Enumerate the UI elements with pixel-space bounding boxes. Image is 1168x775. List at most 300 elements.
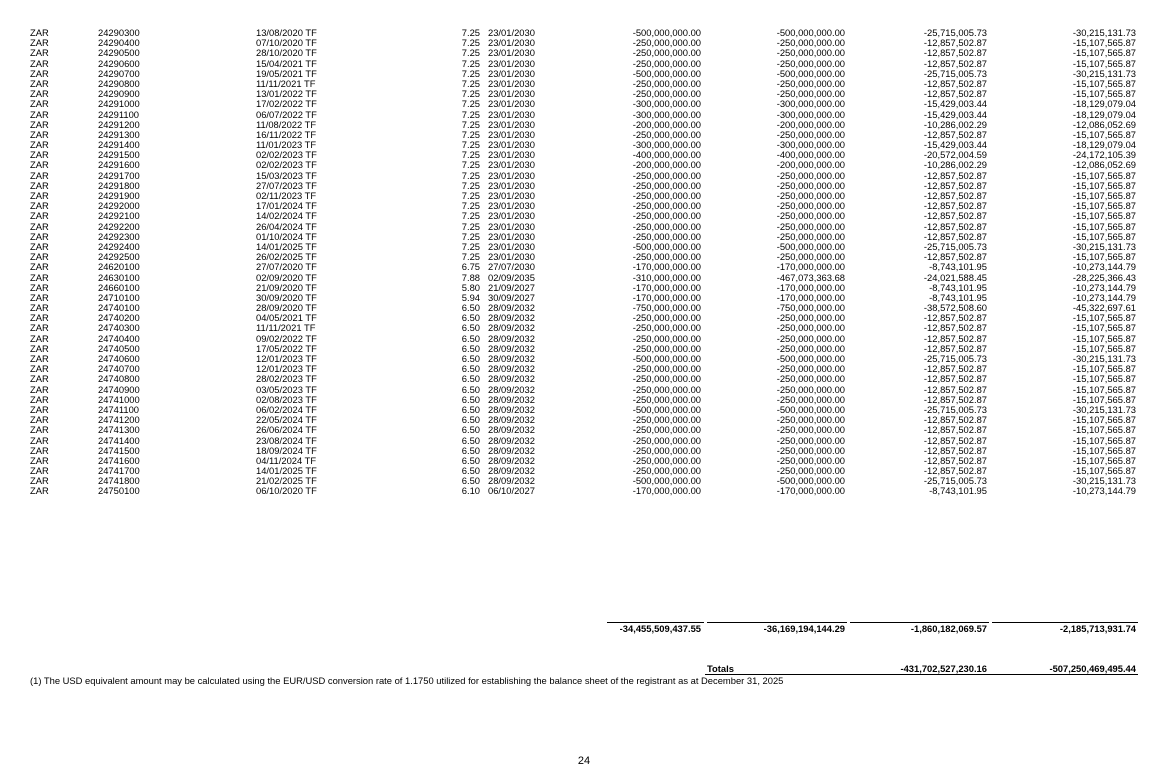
cell-currency: ZAR — [30, 444, 49, 456]
cell-rate: 6.50 — [461, 403, 480, 415]
cell-currency: ZAR — [30, 465, 49, 477]
cell-amount-col6: -170,000,000.00 — [776, 261, 845, 273]
cell-amount-col5: -250,000,000.00 — [632, 322, 701, 334]
cell-rate: 7.25 — [461, 230, 480, 242]
cell-amount-col7: -12,857,502.87 — [923, 383, 987, 395]
cell-currency: ZAR — [30, 108, 49, 120]
subtotal-col8: -2,185,713,931.74 — [1059, 623, 1136, 634]
cell-amount-col7: -12,857,502.87 — [923, 37, 987, 49]
cell-amount-col8: -15,107,565.87 — [1072, 383, 1136, 395]
cell-rate: 7.25 — [461, 200, 480, 212]
cell-maturity-date: 28/09/2032 — [488, 475, 535, 487]
cell-currency: ZAR — [30, 393, 49, 405]
cell-amount-col5: -250,000,000.00 — [632, 434, 701, 446]
cell-issue-date: 17/05/2022 TF — [256, 342, 317, 354]
cell-amount-col7: -12,857,502.87 — [923, 393, 987, 405]
cell-maturity-date: 28/09/2032 — [488, 403, 535, 415]
cell-amount-col6: -500,000,000.00 — [776, 67, 845, 79]
cell-amount-col8: -24,172,105.39 — [1072, 149, 1136, 161]
cell-rate: 6.50 — [461, 302, 480, 314]
cell-maturity-date: 28/09/2032 — [488, 312, 535, 324]
cell-rate: 6.50 — [461, 322, 480, 334]
cell-currency: ZAR — [30, 383, 49, 395]
cell-maturity-date: 28/09/2032 — [488, 383, 535, 395]
cell-reference: 24741500 — [98, 444, 140, 456]
table-row — [30, 262, 1140, 272]
cell-maturity-date: 23/01/2030 — [488, 37, 535, 49]
cell-amount-col8: -15,107,565.87 — [1072, 190, 1136, 201]
cell-rate: 7.25 — [461, 159, 480, 171]
cell-reference: 24290400 — [98, 37, 140, 49]
cell-amount-col7: -12,857,502.87 — [923, 169, 987, 181]
cell-amount-col5: -250,000,000.00 — [632, 47, 701, 59]
cell-amount-col5: -250,000,000.00 — [632, 312, 701, 324]
cell-issue-date: 12/01/2023 TF — [256, 353, 317, 364]
cell-currency: ZAR — [30, 403, 49, 415]
cell-amount-col8: -15,107,565.87 — [1072, 363, 1136, 375]
cell-amount-col8: -30,215,131.73 — [1072, 27, 1136, 38]
cell-issue-date: 02/09/2020 TF — [256, 271, 317, 283]
cell-amount-col6: -250,000,000.00 — [776, 312, 845, 324]
cell-rate: 7.25 — [461, 108, 480, 120]
cell-maturity-date: 23/01/2030 — [488, 128, 535, 140]
cell-amount-col5: -250,000,000.00 — [632, 383, 701, 395]
cell-maturity-date: 28/09/2032 — [488, 363, 535, 375]
cell-currency: ZAR — [30, 118, 49, 130]
cell-issue-date: 04/05/2021 TF — [256, 312, 317, 324]
cell-amount-col8: -15,107,565.87 — [1072, 88, 1136, 100]
cell-currency: ZAR — [30, 342, 49, 354]
cell-reference: 24292300 — [98, 230, 140, 242]
cell-currency: ZAR — [30, 210, 49, 222]
cell-amount-col5: -170,000,000.00 — [632, 291, 701, 303]
cell-rate: 7.25 — [461, 251, 480, 263]
cell-reference: 24740500 — [98, 342, 140, 354]
cell-rate: 7.25 — [461, 179, 480, 191]
cell-amount-col7: -12,857,502.87 — [923, 465, 987, 477]
cell-amount-col6: -250,000,000.00 — [776, 220, 845, 232]
cell-amount-col6: -200,000,000.00 — [776, 118, 845, 130]
cell-issue-date: 19/05/2021 TF — [256, 67, 317, 79]
cell-amount-col8: -15,107,565.87 — [1072, 220, 1136, 232]
cell-amount-col8: -15,107,565.87 — [1072, 424, 1136, 436]
cell-rate: 7.25 — [461, 77, 480, 89]
cell-maturity-date: 23/01/2030 — [488, 190, 535, 201]
cell-amount-col8: -15,107,565.87 — [1072, 251, 1136, 263]
cell-rate: 6.50 — [461, 454, 480, 466]
cell-issue-date: 26/06/2024 TF — [256, 424, 317, 436]
cell-amount-col5: -750,000,000.00 — [632, 302, 701, 314]
cell-rate: 6.50 — [461, 383, 480, 395]
cell-reference: 24740800 — [98, 373, 140, 385]
cell-issue-date: 28/10/2020 TF — [256, 47, 317, 59]
cell-rate: 7.25 — [461, 37, 480, 49]
cell-reference: 24740600 — [98, 353, 140, 364]
cell-rate: 6.50 — [461, 373, 480, 385]
cell-amount-col7: -12,857,502.87 — [923, 200, 987, 212]
cell-maturity-date: 28/09/2032 — [488, 332, 535, 344]
cell-reference: 24291800 — [98, 179, 140, 191]
cell-amount-col6: -500,000,000.00 — [776, 27, 845, 38]
cell-amount-col7: -12,857,502.87 — [923, 312, 987, 324]
cell-reference: 24290700 — [98, 67, 140, 79]
cell-amount-col7: -12,857,502.87 — [923, 88, 987, 100]
cell-amount-col8: -10,273,144.79 — [1072, 291, 1136, 303]
cell-amount-col7: -12,857,502.87 — [923, 373, 987, 385]
cell-currency: ZAR — [30, 57, 49, 69]
cell-issue-date: 06/07/2022 TF — [256, 108, 317, 120]
footnote: (1) The USD equivalent amount may be calculated using the EUR/USD conversion rate of 1.1750 utilized for establishing the balance sheet of the registrant as at December 31, 2025 — [30, 675, 784, 686]
cell-rate: 7.25 — [461, 240, 480, 252]
cell-amount-col5: -500,000,000.00 — [632, 475, 701, 487]
cell-issue-date: 28/02/2023 TF — [256, 373, 317, 385]
cell-amount-col6: -250,000,000.00 — [776, 37, 845, 49]
cell-amount-col7: -12,857,502.87 — [923, 434, 987, 446]
cell-maturity-date: 28/09/2032 — [488, 414, 535, 426]
cell-reference: 24290500 — [98, 47, 140, 59]
cell-issue-date: 11/01/2023 TF — [256, 139, 317, 151]
cell-maturity-date: 23/01/2030 — [488, 139, 535, 151]
cell-amount-col5: -250,000,000.00 — [632, 342, 701, 354]
cell-amount-col8: -15,107,565.87 — [1072, 393, 1136, 405]
cell-amount-col7: -12,857,502.87 — [923, 332, 987, 344]
cell-reference: 24741700 — [98, 465, 140, 477]
cell-amount-col7: -8,743,101.95 — [929, 291, 987, 303]
cell-issue-date: 02/02/2023 TF — [256, 149, 317, 161]
cell-amount-col6: -500,000,000.00 — [776, 403, 845, 415]
cell-amount-col7: -25,715,005.73 — [923, 353, 987, 364]
cell-amount-col6: -250,000,000.00 — [776, 373, 845, 385]
cell-amount-col8: -15,107,565.87 — [1072, 434, 1136, 446]
cell-amount-col6: -250,000,000.00 — [776, 128, 845, 140]
cell-currency: ZAR — [30, 251, 49, 263]
cell-amount-col8: -15,107,565.87 — [1072, 47, 1136, 59]
cell-currency: ZAR — [30, 434, 49, 446]
cell-issue-date: 12/01/2023 TF — [256, 363, 317, 375]
cell-maturity-date: 28/09/2032 — [488, 393, 535, 405]
cell-issue-date: 02/08/2023 TF — [256, 393, 317, 405]
cell-rate: 6.50 — [461, 475, 480, 487]
cell-maturity-date: 23/01/2030 — [488, 179, 535, 191]
cell-maturity-date: 23/01/2030 — [488, 47, 535, 59]
cell-amount-col7: -12,857,502.87 — [923, 424, 987, 436]
cell-reference: 24292100 — [98, 210, 140, 222]
cell-reference: 24291500 — [98, 149, 140, 161]
cell-currency: ZAR — [30, 67, 49, 79]
cell-amount-col8: -15,107,565.87 — [1072, 342, 1136, 354]
cell-issue-date: 11/11/2021 TF — [256, 77, 316, 89]
cell-amount-col5: -300,000,000.00 — [632, 139, 701, 151]
cell-amount-col5: -310,000,000.00 — [632, 271, 701, 283]
cell-amount-col8: -15,107,565.87 — [1072, 444, 1136, 456]
cell-amount-col7: -25,715,005.73 — [923, 240, 987, 252]
cell-rate: 6.50 — [461, 363, 480, 375]
cell-reference: 24741000 — [98, 393, 140, 405]
cell-currency: ZAR — [30, 353, 49, 364]
cell-rate: 6.50 — [461, 353, 480, 364]
cell-amount-col7: -15,429,003.44 — [923, 139, 987, 151]
cell-amount-col6: -250,000,000.00 — [776, 454, 845, 466]
cell-amount-col5: -250,000,000.00 — [632, 57, 701, 69]
cell-currency: ZAR — [30, 332, 49, 344]
cell-amount-col5: -170,000,000.00 — [632, 261, 701, 273]
cell-issue-date: 27/07/2023 TF — [256, 179, 317, 191]
cell-amount-col8: -10,273,144.79 — [1072, 281, 1136, 293]
cell-rate: 7.25 — [461, 190, 480, 201]
cell-amount-col6: -300,000,000.00 — [776, 139, 845, 151]
cell-issue-date: 04/11/2024 TF — [256, 454, 317, 466]
cell-issue-date: 06/10/2020 TF — [256, 485, 317, 497]
cell-currency: ZAR — [30, 271, 49, 283]
cell-rate: 7.25 — [461, 169, 480, 181]
cell-currency: ZAR — [30, 454, 49, 466]
subtotal-col5: -34,455,509,437.55 — [619, 623, 701, 634]
cell-amount-col8: -10,273,144.79 — [1072, 261, 1136, 273]
cell-currency: ZAR — [30, 485, 49, 497]
cell-amount-col5: -500,000,000.00 — [632, 67, 701, 79]
cell-issue-date: 26/04/2024 TF — [256, 220, 317, 232]
cell-maturity-date: 23/01/2030 — [488, 77, 535, 89]
cell-amount-col6: -300,000,000.00 — [776, 108, 845, 120]
cell-amount-col7: -10,286,002.29 — [923, 159, 987, 171]
cell-amount-col6: -250,000,000.00 — [776, 251, 845, 263]
cell-amount-col8: -15,107,565.87 — [1072, 210, 1136, 222]
cell-maturity-date: 28/09/2032 — [488, 353, 535, 364]
cell-amount-col6: -250,000,000.00 — [776, 47, 845, 59]
cell-reference: 24291300 — [98, 128, 140, 140]
cell-amount-col8: -28,225,366.43 — [1072, 271, 1136, 283]
cell-rate: 7.25 — [461, 88, 480, 100]
cell-amount-col6: -300,000,000.00 — [776, 98, 845, 110]
cell-reference: 24740900 — [98, 383, 140, 395]
cell-rate: 5.94 — [461, 291, 480, 303]
cell-rate: 6.50 — [461, 465, 480, 477]
cell-amount-col7: -38,572,508.60 — [923, 302, 987, 314]
cell-amount-col6: -750,000,000.00 — [776, 302, 845, 314]
cell-amount-col5: -500,000,000.00 — [632, 403, 701, 415]
cell-issue-date: 14/01/2025 TF — [256, 465, 317, 477]
cell-amount-col6: -250,000,000.00 — [776, 57, 845, 69]
cell-amount-col7: -12,857,502.87 — [923, 414, 987, 426]
totals-label: Totals — [707, 663, 734, 674]
cell-issue-date: 14/01/2025 TF — [256, 240, 317, 252]
cell-amount-col5: -250,000,000.00 — [632, 77, 701, 89]
cell-amount-col8: -15,107,565.87 — [1072, 230, 1136, 242]
cell-reference: 24291000 — [98, 98, 140, 110]
cell-amount-col8: -15,107,565.87 — [1072, 200, 1136, 212]
cell-amount-col7: -12,857,502.87 — [923, 444, 987, 456]
borrowings-table — [30, 28, 1140, 497]
table-row — [30, 486, 1140, 496]
cell-amount-col6: -500,000,000.00 — [776, 475, 845, 487]
cell-issue-date: 14/02/2024 TF — [256, 210, 317, 222]
cell-amount-col5: -170,000,000.00 — [632, 281, 701, 293]
cell-rate: 7.25 — [461, 139, 480, 151]
cell-maturity-date: 23/01/2030 — [488, 118, 535, 130]
cell-maturity-date: 30/09/2027 — [488, 291, 535, 303]
cell-amount-col8: -15,107,565.87 — [1072, 77, 1136, 89]
cell-amount-col8: -15,107,565.87 — [1072, 454, 1136, 466]
cell-amount-col7: -12,857,502.87 — [923, 342, 987, 354]
cell-amount-col5: -250,000,000.00 — [632, 169, 701, 181]
cell-reference: 24291600 — [98, 159, 140, 171]
subtotal-col7: -1,860,182,069.57 — [910, 623, 987, 634]
cell-currency: ZAR — [30, 37, 49, 49]
cell-amount-col7: -12,857,502.87 — [923, 57, 987, 69]
cell-reference: 24741300 — [98, 424, 140, 436]
cell-reference: 24292000 — [98, 200, 140, 212]
cell-currency: ZAR — [30, 179, 49, 191]
cell-issue-date: 23/08/2024 TF — [256, 434, 317, 446]
cell-amount-col5: -250,000,000.00 — [632, 444, 701, 456]
cell-amount-col8: -30,215,131.73 — [1072, 475, 1136, 487]
cell-maturity-date: 28/09/2032 — [488, 302, 535, 314]
cell-amount-col7: -24,021,588.45 — [923, 271, 987, 283]
cell-amount-col7: -12,857,502.87 — [923, 251, 987, 263]
cell-amount-col8: -15,107,565.87 — [1072, 128, 1136, 140]
cell-issue-date: 15/04/2021 TF — [256, 57, 317, 69]
cell-amount-col7: -25,715,005.73 — [923, 403, 987, 415]
cell-amount-col6: -250,000,000.00 — [776, 434, 845, 446]
cell-amount-col5: -500,000,000.00 — [632, 27, 701, 38]
cell-amount-col7: -20,572,004.59 — [923, 149, 987, 161]
cell-amount-col7: -8,743,101.95 — [929, 485, 987, 497]
cell-maturity-date: 27/07/2030 — [488, 261, 535, 273]
cell-amount-col6: -250,000,000.00 — [776, 342, 845, 354]
cell-rate: 6.50 — [461, 312, 480, 324]
cell-amount-col5: -200,000,000.00 — [632, 159, 701, 171]
cell-reference: 24292500 — [98, 251, 140, 263]
cell-amount-col5: -250,000,000.00 — [632, 37, 701, 49]
cell-amount-col7: -12,857,502.87 — [923, 220, 987, 232]
cell-reference: 24740400 — [98, 332, 140, 344]
cell-maturity-date: 23/01/2030 — [488, 169, 535, 181]
cell-amount-col8: -15,107,565.87 — [1072, 57, 1136, 69]
page-number: 24 — [577, 755, 591, 767]
cell-amount-col8: -15,107,565.87 — [1072, 322, 1136, 334]
cell-amount-col5: -250,000,000.00 — [632, 465, 701, 477]
cell-currency: ZAR — [30, 475, 49, 487]
cell-maturity-date: 21/09/2027 — [488, 281, 535, 293]
cell-reference: 24740100 — [98, 302, 140, 314]
cell-amount-col8: -45,322,697.61 — [1072, 302, 1136, 314]
cell-amount-col7: -25,715,005.73 — [923, 475, 987, 487]
cell-reference: 24741800 — [98, 475, 140, 487]
cell-reference: 24630100 — [98, 271, 140, 283]
cell-amount-col7: -12,857,502.87 — [923, 230, 987, 242]
cell-amount-col5: -500,000,000.00 — [632, 240, 701, 252]
cell-amount-col5: -300,000,000.00 — [632, 98, 701, 110]
cell-amount-col7: -12,857,502.87 — [923, 179, 987, 191]
totals-col8: -507,250,469,495.44 — [1049, 663, 1136, 674]
table-row — [30, 99, 1140, 109]
cell-amount-col8: -15,107,565.87 — [1072, 414, 1136, 426]
cell-rate: 6.50 — [461, 414, 480, 426]
cell-issue-date: 30/09/2020 TF — [256, 291, 317, 303]
cell-currency: ZAR — [30, 159, 49, 171]
cell-currency: ZAR — [30, 27, 49, 38]
cell-amount-col6: -250,000,000.00 — [776, 332, 845, 344]
cell-currency: ZAR — [30, 261, 49, 273]
cell-amount-col5: -250,000,000.00 — [632, 200, 701, 212]
cell-currency: ZAR — [30, 414, 49, 426]
cell-amount-col5: -250,000,000.00 — [632, 128, 701, 140]
cell-maturity-date: 02/09/2035 — [488, 271, 535, 283]
cell-rate: 7.25 — [461, 220, 480, 232]
cell-rate: 7.25 — [461, 98, 480, 110]
cell-currency: ZAR — [30, 128, 49, 140]
cell-issue-date: 17/02/2022 TF — [256, 98, 317, 110]
cell-currency: ZAR — [30, 322, 49, 334]
cell-issue-date: 13/08/2020 TF — [256, 27, 317, 38]
cell-amount-col5: -250,000,000.00 — [632, 210, 701, 222]
cell-amount-col8: -30,215,131.73 — [1072, 353, 1136, 364]
cell-amount-col5: -250,000,000.00 — [632, 190, 701, 201]
cell-currency: ZAR — [30, 240, 49, 252]
cell-reference: 24750100 — [98, 485, 140, 497]
cell-reference: 24291700 — [98, 169, 140, 181]
cell-issue-date: 26/02/2025 TF — [256, 251, 317, 263]
cell-reference: 24290600 — [98, 57, 140, 69]
cell-issue-date: 03/05/2023 TF — [256, 383, 317, 395]
cell-maturity-date: 23/01/2030 — [488, 88, 535, 100]
cell-amount-col7: -12,857,502.87 — [923, 210, 987, 222]
cell-amount-col6: -200,000,000.00 — [776, 159, 845, 171]
cell-amount-col5: -200,000,000.00 — [632, 118, 701, 130]
cell-rate: 7.25 — [461, 27, 480, 38]
cell-maturity-date: 23/01/2030 — [488, 159, 535, 171]
cell-issue-date: 28/09/2020 TF — [256, 302, 317, 314]
cell-maturity-date: 23/01/2030 — [488, 67, 535, 79]
cell-maturity-date: 23/01/2030 — [488, 200, 535, 212]
cell-amount-col6: -250,000,000.00 — [776, 169, 845, 181]
cell-maturity-date: 06/10/2027 — [488, 485, 535, 497]
cell-currency: ZAR — [30, 190, 49, 201]
subtotal-row — [30, 622, 1140, 634]
cell-rate: 7.25 — [461, 118, 480, 130]
cell-amount-col8: -15,107,565.87 — [1072, 169, 1136, 181]
cell-amount-col7: -8,743,101.95 — [929, 261, 987, 273]
cell-reference: 24741100 — [98, 403, 140, 415]
cell-issue-date: 18/09/2024 TF — [256, 444, 317, 456]
cell-currency: ZAR — [30, 200, 49, 212]
cell-reference: 24741400 — [98, 434, 140, 446]
cell-amount-col8: -18,129,079.04 — [1072, 139, 1136, 151]
cell-amount-col6: -250,000,000.00 — [776, 444, 845, 456]
cell-amount-col8: -15,107,565.87 — [1072, 312, 1136, 324]
cell-currency: ZAR — [30, 149, 49, 161]
cell-currency: ZAR — [30, 312, 49, 324]
cell-currency: ZAR — [30, 220, 49, 232]
cell-amount-col6: -250,000,000.00 — [776, 77, 845, 89]
cell-reference: 24291400 — [98, 139, 140, 151]
cell-rate: 6.50 — [461, 342, 480, 354]
cell-amount-col8: -12,086,052.69 — [1072, 159, 1136, 171]
cell-amount-col6: -250,000,000.00 — [776, 414, 845, 426]
cell-reference: 24741600 — [98, 454, 140, 466]
cell-amount-col7: -12,857,502.87 — [923, 363, 987, 375]
cell-currency: ZAR — [30, 230, 49, 242]
cell-amount-col7: -8,743,101.95 — [929, 281, 987, 293]
cell-maturity-date: 23/01/2030 — [488, 98, 535, 110]
cell-rate: 6.50 — [461, 434, 480, 446]
cell-issue-date: 07/10/2020 TF — [256, 37, 317, 49]
cell-reference: 24290900 — [98, 88, 140, 100]
cell-amount-col7: -12,857,502.87 — [923, 77, 987, 89]
cell-reference: 24740300 — [98, 322, 140, 334]
cell-issue-date: 21/09/2020 TF — [256, 281, 317, 293]
cell-maturity-date: 23/01/2030 — [488, 220, 535, 232]
